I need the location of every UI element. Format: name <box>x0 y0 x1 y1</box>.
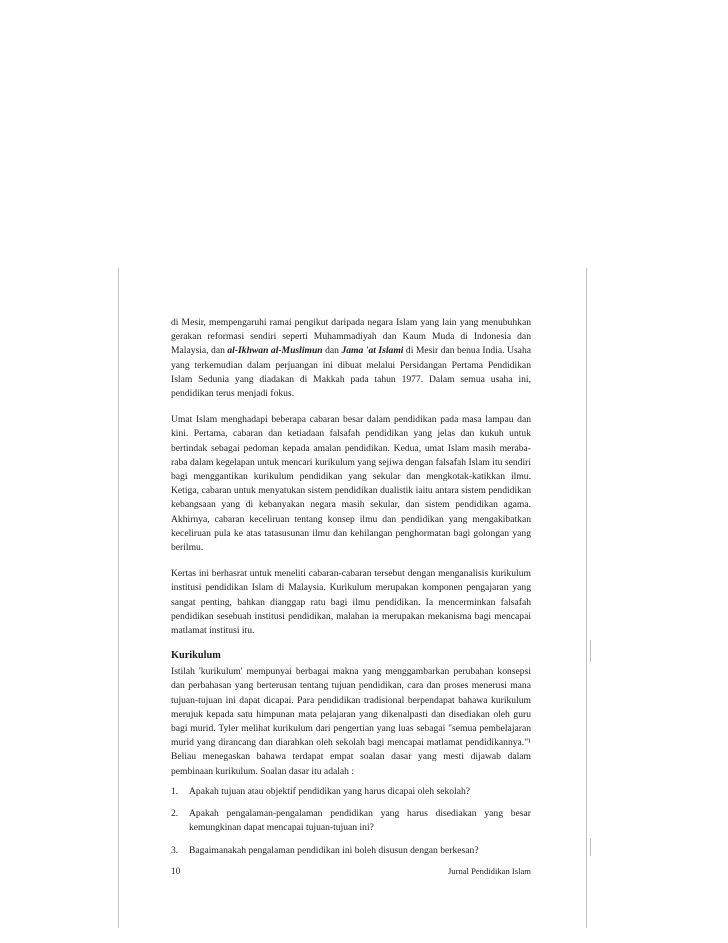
paragraph-challenges: Umat Islam menghadapi beberapa cabaran besar dalam pendidikan pada masa lampau dan kini. Pertama, cabaran dan ketiadaan falsafah pendidikan yang jelas dan kukuh untuk bertindak sebagai pedoman kepada amalan pendidikan. Kedua, umat Islam masih meraba-raba dalam kegelapan untuk mencari kurikulum yang sejiwa dengan falsafah Islam itu sendiri bagi menggantikan kurikulum pendidikan yang sekular dan mengkotak-katikkan ilmu. Ketiga, cabaran untuk menyatukan sistem pendidikan dualistik iaitu antara sistem pendidikan kebangsaan yang di kebanyakan negara masih sekular, dan sistem pendidikan agama. Akhirnya, cabaran keceliruan tentang konsep ilmu dan pendidikan yang mengakibatkan keceliruan pula ke atas tatasusunan ilmu dan kehilangan penghormatan bagi golongan yang berilmu. <box>171 414 531 554</box>
scan-artifact <box>590 640 591 662</box>
text-run: dan <box>322 345 342 357</box>
page-number: 10 <box>171 865 181 876</box>
list-number: 1. <box>171 785 179 797</box>
journal-name: Jurnal Pendidikan Islam <box>447 865 531 876</box>
list-item <box>171 844 531 858</box>
page-footer <box>171 866 531 876</box>
paragraph-kurikulum: Istilah 'kurikulum' mempunyai berbagai makna yang menggambarkan perubahan konsepsi dan perbahasan yang berterusan tentang tujuan pendidikan, cara dan proses menerusi mana tujuan-tujuan ini dapat dicapai. Para pendidikan tradisional berpendapat bahawa kurikulum merujuk kepada satu himpunan mata pelajaran yang dikenalpasti dan disediakan oleh guru bagi murid. Tyler melihat kurikulum dari pengertian yang luas sebagai "semua pembelajaran murid yang dirancang dan diarahkan oleh sekolah bagi mencapai matlamat pendidikannya."¹ Beliau menegaskan bahawa terdapat empat soalan dasar yang mesti dijawab dalam pembinaan kurikulum. Soalan dasar itu adalah : <box>171 666 531 777</box>
list-number: 2. <box>171 808 179 820</box>
list-number: 3. <box>171 844 179 856</box>
list-text: Apakah tujuan atau objektif pendidikan yang harus dicapai oleh sekolah? <box>189 785 471 797</box>
text-run: di Mesir dan benua India. Usaha yang terkemudian dalam perjuangan ini dibuat melalui Persidangan Pertama Pendidikan Islam Sedunia yang diadakan di Makkah pada tahun 1977. Dalam semua usaha ini, pendidikan terus menjadi fokus. <box>171 345 531 400</box>
scan-left-edge <box>118 268 119 928</box>
paragraph-purpose: Kertas ini berhasrat untuk meneliti cabaran-cabaran tersebut dengan menganalisis kurikulum institusi pendidikan Islam di Malaysia. Kurikulum merupakan komponen pengajaran yang sangat penting, bahkan dianggap ratu bagi ilmu pendidikan. Ia mencerminkan falsafah pendidikan sesebuah institusi pendidikan, malahan ia merupakan mekanisma bagi mencapai matlamat institusi itu. <box>171 568 531 637</box>
paragraph-intro-1 <box>171 316 531 401</box>
section-heading: Kurikulum <box>171 650 221 662</box>
emphasis-term: Jama 'at Islami <box>341 345 404 357</box>
scan-artifact <box>590 838 591 856</box>
list-item <box>171 807 531 835</box>
list-text: Bagaimanakah pengalaman pendidikan ini boleh disusun dengan berkesan? <box>189 844 479 856</box>
page-content <box>171 316 531 876</box>
emphasis-term: al-Ikhwan al-Muslimun <box>227 345 323 357</box>
scan-right-edge <box>586 268 587 928</box>
list-item <box>171 785 531 799</box>
list-text: Apakah pengalaman-pengalaman pendidikan yang harus disediakan yang besar kemungkinan dapat mencapai tujuan-tujuan ini? <box>189 808 531 834</box>
text-run: di Mesir, mempengaruhi ramai pengikut daripada negara Islam yang lain yang menubuhkan gerakan reformasi sendiri seperti Muhammadiyah dan Kaum Muda di Indonesia dan Malaysia, dan <box>171 317 531 357</box>
question-list <box>171 785 531 858</box>
